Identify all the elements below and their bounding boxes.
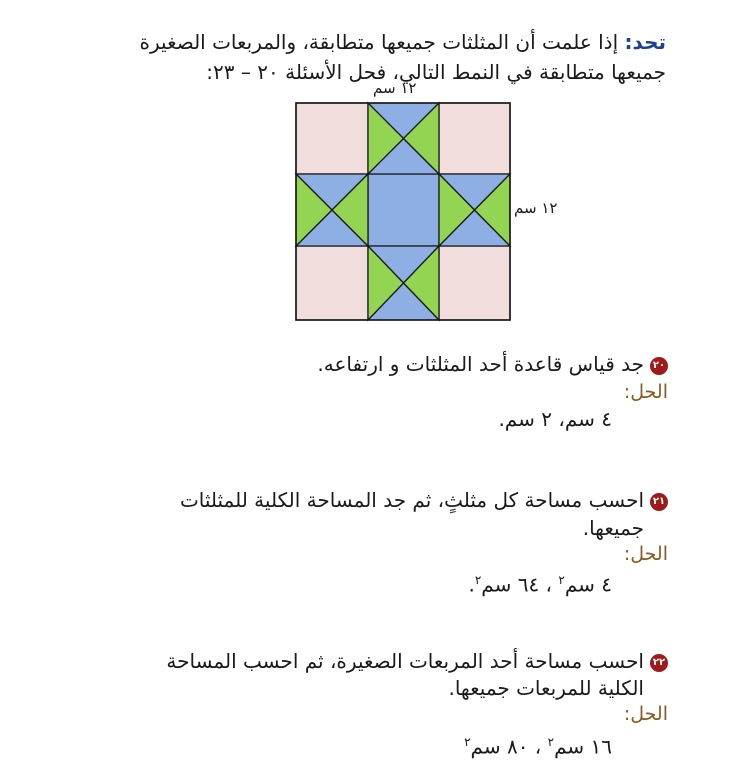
corner-square-top-left (296, 103, 368, 174)
question-20 (317, 350, 668, 378)
question-number-badge: ٢٠ (650, 357, 668, 375)
side-dimension-label: ١٢ سم (514, 199, 558, 217)
question-number-badge: ٢١ (650, 493, 668, 511)
answer-21 (468, 566, 612, 599)
top-dimension-label: ١٢ سم (373, 79, 417, 97)
corner-square-bottom-left (296, 246, 368, 320)
answer-end: . (468, 572, 475, 597)
answer-22 (464, 728, 612, 761)
superscript: ٢ (558, 573, 565, 587)
answer-20: ٤ سم، ٢ سم. (498, 407, 612, 431)
question-22 (166, 647, 668, 675)
solution-label-20: الحل: (623, 381, 668, 403)
challenge-label: تحد: (624, 30, 666, 54)
question-text: احسب مساحة كل مثلثٍ، ثم جد المساحة الكلية للمثلثات (179, 488, 644, 512)
solution-label-22: الحل: (623, 703, 668, 725)
answer-part-b: ، ٦٤ سم (481, 572, 559, 597)
question-21-line-2: جميعها. (582, 516, 644, 540)
question-22-line-2: الكلية للمربعات جميعها. (448, 676, 644, 700)
question-21 (180, 486, 668, 514)
center-square (368, 174, 439, 246)
question-number-badge: ٢٢ (650, 654, 668, 672)
question-text: جد قياس قاعدة أحد المثلثات و ارتفاعه. (317, 352, 644, 376)
intro-text-1: إذا علمت أن المثلثات جميعها متطابقة، والمربعات الصغيرة (139, 30, 619, 54)
answer-part-a: ٤ سم (564, 572, 612, 597)
corner-square-top-right (439, 103, 510, 174)
answer-part-a: ١٦ سم (554, 734, 612, 759)
solution-label-21: الحل: (623, 543, 668, 565)
superscript: ٢ (464, 735, 471, 749)
superscript: ٢ (474, 573, 482, 587)
answer-part-b: ، ٨٠ سم (470, 734, 548, 759)
question-text: احسب مساحة أحد المربعات الصغيرة، ثم احسب المساحة (166, 649, 644, 673)
superscript: ٢ (547, 735, 555, 749)
intro-text-2: جميعها متطابقة في النمط التالي، فحل الأسئلة ٢٠ – ٢٣: (206, 60, 666, 84)
corner-square-bottom-right (439, 246, 510, 320)
